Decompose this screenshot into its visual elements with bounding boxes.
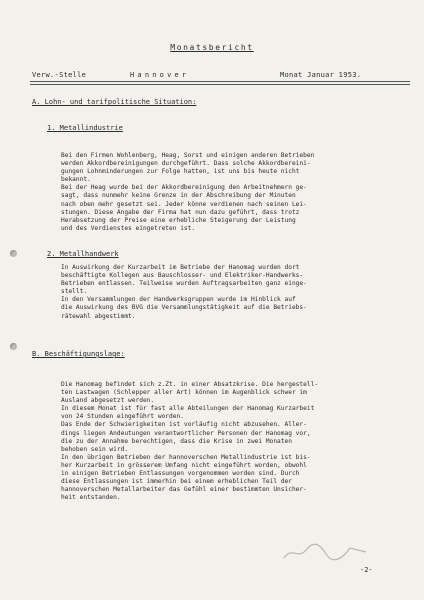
text-line: und des Verdienstes eingetreten ist. [61,224,196,232]
text-line: Bei der Heag wurde bei der Akkordbereinigung den Arbeitnehmern ge- [61,184,307,192]
text-line: In diesem Monat ist für fast alle Abteilungen der Hanomag Kurzarbeit [61,405,315,413]
subsection-a2-heading [47,250,119,258]
page-number: -2- [360,566,373,574]
text-line: Das Ende der Schwierigkeiten ist vorläufig nicht abzusehen. Aller- [61,421,307,429]
text-line: diese Entlassungen ist immerhin bei einem erheblichen Teil der [61,478,292,486]
text-line: stellt. [61,288,88,296]
punch-hole [10,250,17,257]
text-line: hannoverschen Metallarbeiter das Gefühl einer bestimmten Unsicher- [61,486,307,494]
text-line: sagt, dass nunmehr keine Grenze in der Abschreibung der Minuten [61,192,296,200]
text-line: gungen Lohnminderungen zur Folge hatten, ist uns bis heute nicht [61,168,300,176]
text-line: in einigen Betrieben Entlassungen vorgenommen worden sind. Durch [61,470,300,478]
section-a-heading [32,98,196,106]
section-a-heading-text: A. Lohn- und tarifpolitische Situation: [32,98,197,106]
header-month: Monat Januar 1953. [280,71,362,79]
section-b-heading [32,350,125,358]
text-line: behoben sein wird. [61,445,129,453]
text-line: Bei den Firmen Wohlenberg, Heag, Sorst und einigen anderen Betrieben [61,152,315,159]
text-line: Betrieben entlassen. Teilweise wurden Auftragsarbeiten ganz einge- [61,280,307,288]
text-line: In den Versammlungen der Handwerksgruppen wurde im Hinblick auf [61,296,296,304]
subsection-a1-heading-text: 1. Metallindustrie [47,124,123,132]
text-line: stungen. Diese Angabe der Firma hat nun dazu geführt, dass trotz [61,208,300,216]
text-line: In Auswirkung der Kurzarbeit im Betriebe der Hanomag wurden dort [61,264,300,271]
paragraph-b [61,381,406,502]
text-line: Die Hanomag befindet sich z.Zt. in einer Absatzkrise. Die hergestell- [61,381,319,388]
paragraph-a1 [61,152,406,233]
text-line: die zu der Annahme berechtigen, dass die Krise in zwei Monaten [61,437,292,445]
text-line: Ausland abgesetzt werden. [61,397,155,405]
section-b-heading-text: B. Beschäftigungslage: [32,350,125,358]
text-line: werden Akkordbereinigungen durchgeführt. Dass solche Akkordbereini- [61,160,311,168]
text-line: In den übrigen Betrieben der hannoverschen Metallindustrie ist bis- [61,453,311,461]
header-city: Hannover [130,71,190,79]
header-office-label: Verw.-Stelle [32,71,87,79]
text-line: rätewahl abgestimmt. [61,312,136,320]
paragraph-a2 [61,264,406,321]
text-line: die Auswirkung des BVG die Versammlungstätigkeit auf die Betriebs- [61,304,307,312]
text-line: dings liegen Andeutungen verantwortlicher Personen der Hanomag vor, [61,429,311,437]
text-line: ten Lastwagen (Schlepper aller Art) können im Augenblick schwer im [61,389,307,397]
text-line: bekannt. [61,176,91,184]
text-line: Herabsetzung der Preise eine erhebliche Steigerung der Leistung [61,216,296,224]
text-line: heit entstanden. [61,494,121,502]
header-rule [30,81,410,82]
subsection-a2-heading-text: 2. Metallhandwerk [47,250,119,258]
text-line: von 24 Stunden eingeführt worden. [61,413,184,421]
document-title: Monatsbericht [170,43,254,52]
signature-scribble [280,540,370,564]
subsection-a1-heading [47,124,123,132]
text-line: beschäftigte Kollegen aus Bauschlosser- und Elektriker-Handwerks- [61,272,304,280]
text-line: nach oben mehr gesetzt sei. Jeder könne verdienen nach seinen Lei- [61,200,307,208]
header-rule [30,84,410,85]
punch-hole [10,343,17,350]
text-line: her Kurzarbeit in grösserem Umfang nicht eingeführt worden, obwohl [61,461,307,469]
